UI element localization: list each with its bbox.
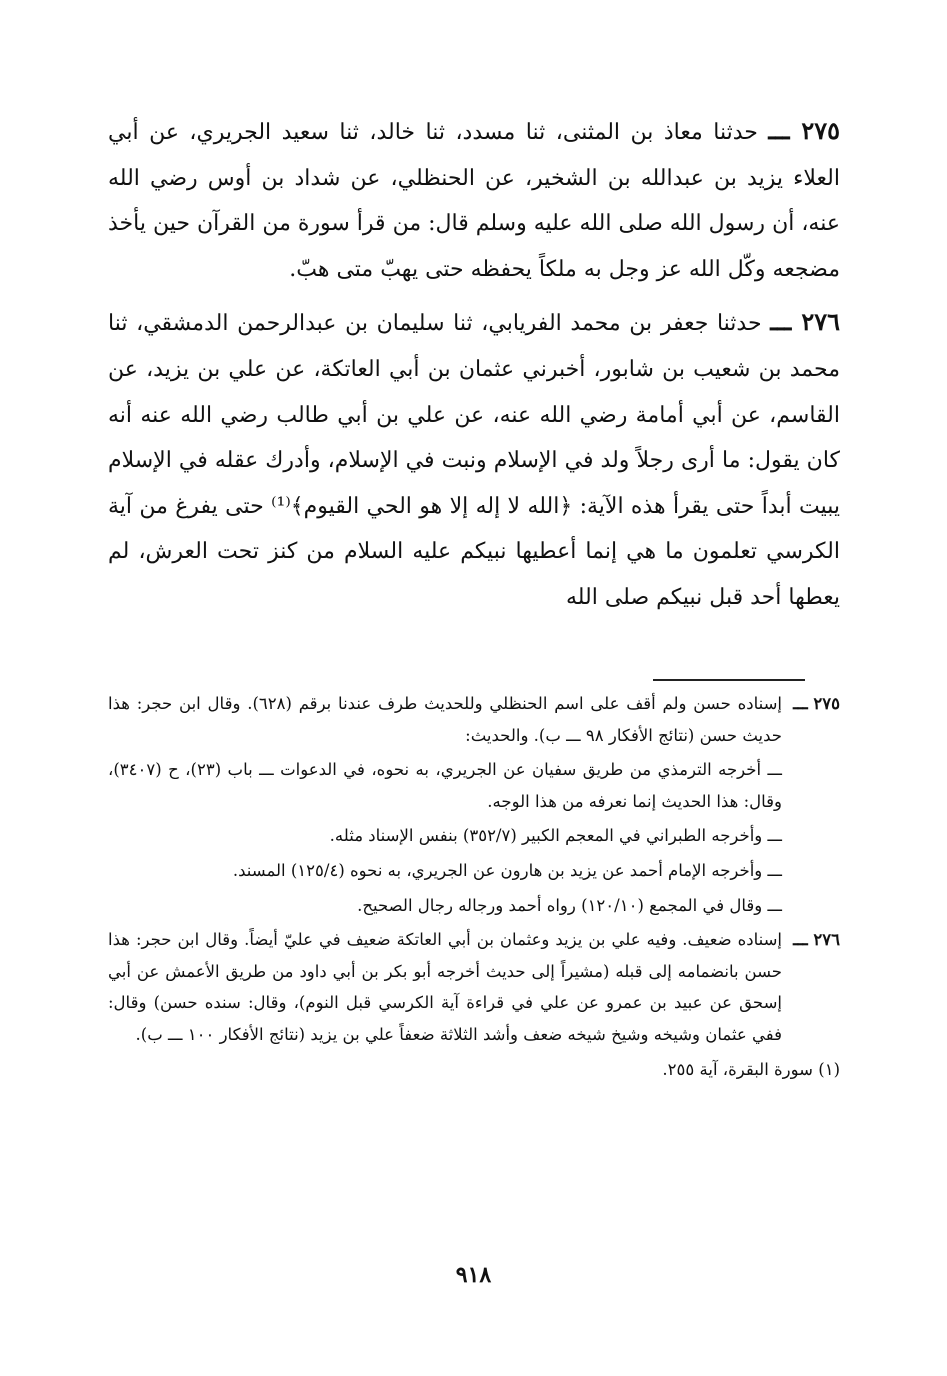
- footnote-275: [108, 688, 840, 924]
- hadith-275: [108, 108, 840, 292]
- footnotes: [108, 688, 840, 1085]
- footnote-body: [108, 924, 782, 1053]
- footnote-body: [108, 688, 782, 924]
- footnote-276: [108, 924, 840, 1053]
- footnote-paragraph: ـــ وأخرجه الإمام أحمد عن يزيد بن هارون عن الجريري، به نحوه (١٢٥/٤) المسند.: [232, 860, 782, 880]
- footnote-paragraph: ـــ وأخرجه الطبراني في المعجم الكبير (٣٥٢/٧) بنفس الإسناد مثله.: [329, 826, 782, 846]
- footnote-label: ٢٧٥ ـــ: [793, 694, 840, 713]
- footnote-quran: [108, 1054, 840, 1086]
- footnote-label: ٢٧٦ ـــ: [793, 930, 840, 950]
- hadith-number: ٢٧٦ ـــ: [770, 307, 840, 337]
- hadith-276: [108, 299, 840, 620]
- main-text: [108, 108, 840, 628]
- page-number: ٩١٨: [455, 1262, 492, 1288]
- footnote-separator: [653, 679, 805, 681]
- hadith-text: حدثنا معاذ بن المثنى، ثنا مسدد، ثنا خالد، ثنا سعيد الجريري، عن أبي العلاء يزيد بن عبدالله بن الشخير، عن الحنظلي، عن شداد بن أوس رضي الله عنه، أن رسول الله صلى الله عليه وسلم قال: من قرأ سورة من القرآن حين يأخذ مضجعه وكّل الله عز وجل به ملكاً يحفظه حتى يهبّ متى هبّ.: [108, 120, 840, 282]
- footnote-paragraph: إسناده حسن ولم أقف على اسم الحنظلي وللحديث طرف عندنا برقم (٦٢٨). وقال ابن حجر: هذا حديث حسن (نتائج الأفكار ٩٨ ـــ ب). والحديث:: [108, 694, 782, 745]
- footnote-paragraph: إسناده ضعيف. وفيه علي بن يزيد وعثمان بن أبي العاتكة ضعيف في عليّ أيضاً. وقال ابن حجر: هذا حسن بانضمامه إلى قبله (مشيراً إلى حديث أخرجه أبو بكر بن أبي داود من طريق الأعمش عن أبي إسحق عن عبيد بن عمرو عن علي في قراءة آية الكرسي قبل النوم)، وقال: سنده حسن) وقال: ففي عثمان وشيخه وشيخ شيخه ضعف وأشد الثلاثة ضعفاً علي بن يزيد (نتائج الأفكار ١٠٠ ـــ ب).: [108, 930, 782, 1044]
- hadith-text: حدثنا جعفر بن محمد الفريابي، ثنا سليمان بن عبدالرحمن الدمشقي، ثنا محمد بن شعيب بن شابور، أخبرني عثمان بن أبي العاتكة، عن علي بن يزيد، عن القاسم، عن أبي أمامة رضي الله عنه، عن علي بن أبي طالب رضي الله عنه أنه كان يقول: ما أرى رجلاً ولد في الإسلام ونبت في الإسلام، وأدرك عقله في الإسلام يبيت أبداً حتى يقرأ هذه الآية: ﴿الله لا إله إلا هو الحي القيوم﴾⁽¹⁾ حتى يفرغ من آية الكرسي تعلمون ما هي إنما أعطيها نبيكم عليه السلام من كنز تحت العرش، لم يعطها أحد قبل نبيكم صلى الله: [108, 311, 841, 610]
- footnote-paragraph: ـــ أخرجه الترمذي من طريق سفيان عن الجريري، به نحوه، في الدعوات ـــ باب (٢٣)، ح (٣٤٠٧)، وقال: هذا الحديث إنما نعرفه من هذا الوجه.: [108, 760, 782, 811]
- footnote-paragraph: ـــ وقال في المجمع (١٢٠/١٠) رواه أحمد ورجاله رجال الصحيح.: [357, 895, 782, 915]
- quran-reference: (١) سورة البقرة، آية ٢٥٥.: [662, 1059, 840, 1079]
- hadith-number: ٢٧٥ ـــ: [768, 116, 840, 145]
